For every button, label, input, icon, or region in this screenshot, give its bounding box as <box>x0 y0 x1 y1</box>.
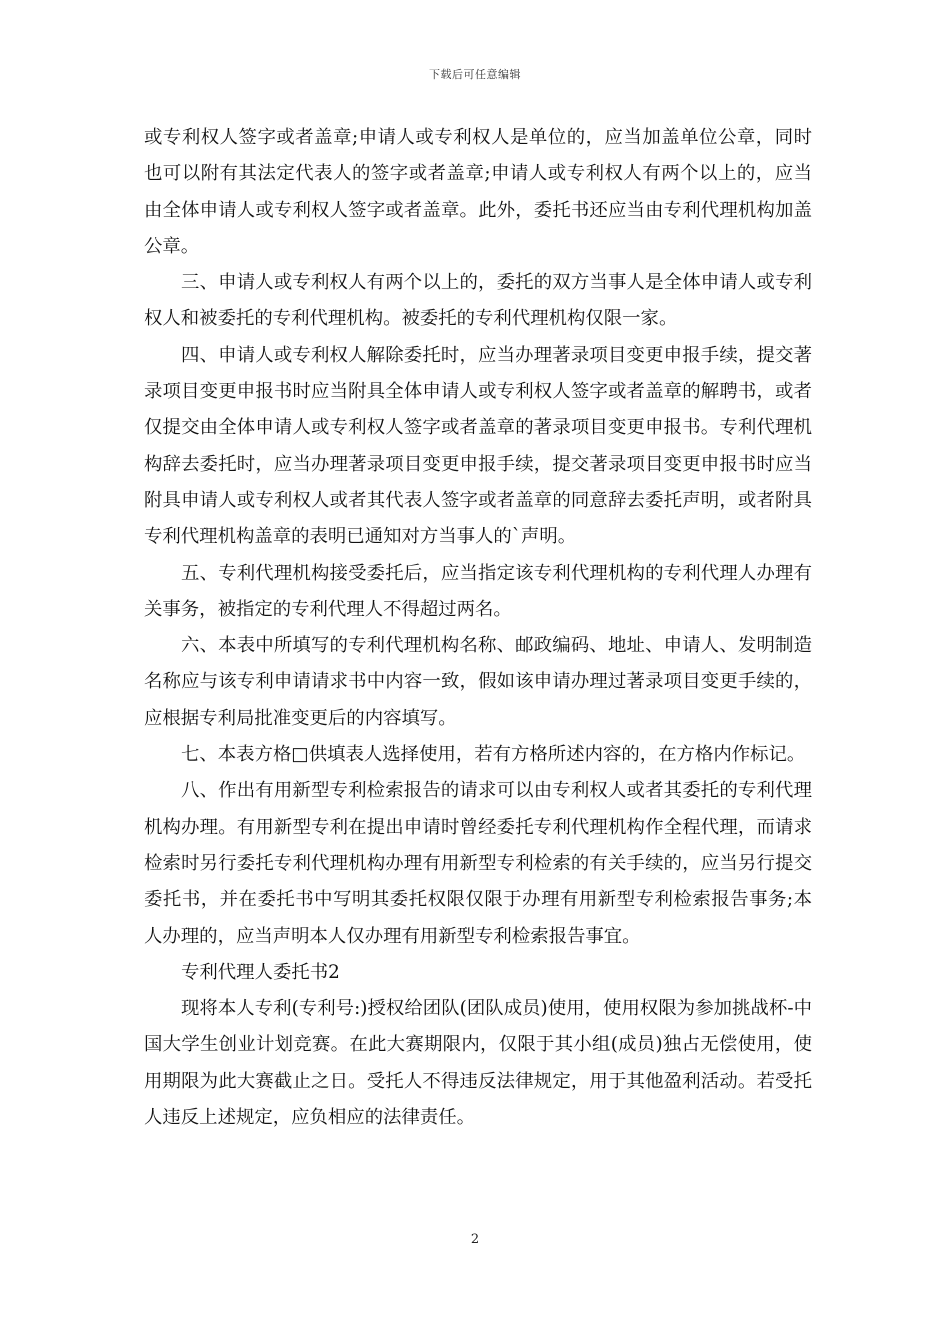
paragraph-item-8: 八、作出有用新型专利检索报告的请求可以由专利权人或者其委托的专利代理机构办理。有用新型专利在提出申请时曾经委托专利代理机构作全程代理，而请求检索时另行委托专利代理机构办理有用新型专利检索的有关手续的，应当另行提交委托书，并在委托书中写明其委托权限仅限于办理有用新型专利检索报告事务;本人办理的，应当声明本人仅办理有用新型专利检索报告事宜。 <box>144 780 812 947</box>
paragraph-item-3: 三、申请人或专利权人有两个以上的，委托的双方当事人是全体申请人或专利权人和被委托的专利代理机构。被委托的专利代理机构仅限一家。 <box>144 272 812 330</box>
paragraph-item-5: 五、专利代理机构接受委托后，应当指定该专利代理机构的专利代理人办理有关事务，被指定的专利代理人不得超过两名。 <box>144 562 812 620</box>
page-header: 下载后可任意编辑 <box>429 68 521 81</box>
document-body <box>144 120 812 1136</box>
section-title: 专利代理人委托书2 <box>181 961 340 983</box>
page-number: 2 <box>470 1232 480 1247</box>
authorization-paragraph: 现将本人专利(专利号:)授权给团队(团队成员)使用，使用权限为参加挑战杯-中国大学生创业计划竞赛。在此大赛期限内，仅限于其小组(成员)独占无偿使用，使用期限为此大赛截止之日。受托人不得违反法律规定，用于其他盈利活动。若受托人违反上述规定，应负相应的法律责任。 <box>144 998 812 1129</box>
paragraph-1: 或专利权人签字或者盖章;申请人或专利权人是单位的，应当加盖单位公章，同时也可以附有其法定代表人的签字或者盖章;申请人或专利权人有两个以上的，应当由全体申请人或专利权人签字或者盖章。此外，委托书还应当由专利代理机构加盖公章。 <box>144 127 812 257</box>
paragraph-item-7: 七、本表方格□供填表人选择使用，若有方格所述内容的，在方格内作标记。 <box>181 744 806 766</box>
paragraph-item-6: 六、本表中所填写的专利代理机构名称、邮政编码、地址、申请人、发明制造名称应与该专利申请请求书中内容一致，假如该申请办理过著录项目变更手续的，应根据专利局批准变更后的内容填写。 <box>144 635 812 729</box>
paragraph-item-4: 四、申请人或专利权人解除委托时，应当办理著录项目变更申报手续，提交著录项目变更申报书时应当附具全体申请人或专利权人签字或者盖章的解聘书，或者仅提交由全体申请人或专利权人签字或者盖章的著录项目变更申报书。专利代理机构辞去委托时，应当办理著录项目变更申报手续，提交著录项目变更申报书时应当附具申请人或专利权人或者其代表人签字或者盖章的同意辞去委托声明，或者附具专利代理机构盖章的表明已通知对方当事人的`声明。 <box>144 344 812 548</box>
